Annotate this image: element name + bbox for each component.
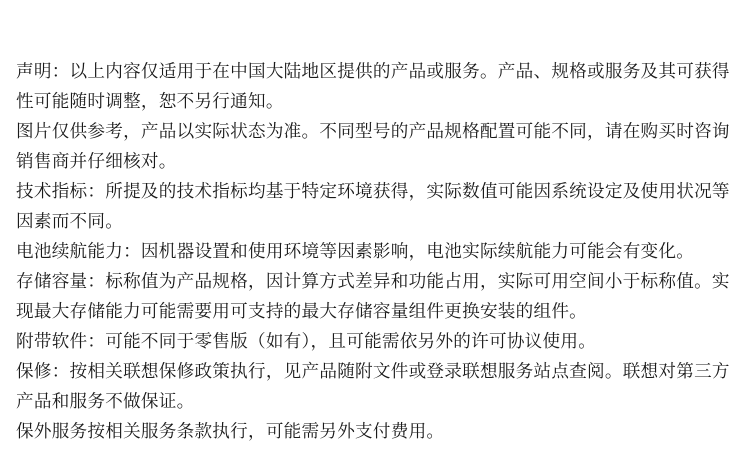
- disclaimer-general: 声明：以上内容仅适用于在中国大陆地区提供的产品或服务。产品、规格或服务及其可获得性可能随时调整，恕不另行通知。: [16, 62, 730, 112]
- disclaimer-images: 图片仅供参考，产品以实际状态为准。不同型号的产品规格配置可能不同，请在购买时咨询销售商并仔细核对。: [16, 122, 730, 172]
- disclaimer-storage: 存储容量：标称值为产品规格，因计算方式差异和功能占用，实际可用空间小于标称值。实现最大存储能力可能需要用可支持的最大存储容量组件更换安装的组件。: [16, 272, 730, 322]
- disclaimer-software: 附带软件：可能不同于零售版（如有），且可能需依另外的许可协议使用。: [16, 332, 597, 352]
- disclaimer-battery: 电池续航能力：因机器设置和使用环境等因素影响，电池实际续航能力可能会有变化。: [16, 242, 695, 262]
- disclaimer-out-of-warranty: 保外服务按相关服务条款执行，可能需另外支付费用。: [16, 422, 445, 442]
- disclaimer-warranty: 保修：按相关联想保修政策执行，见产品随附文件或登录联想服务站点查阅。联想对第三方产品和服务不做保证。: [16, 362, 730, 412]
- disclaimer-tech-specs: 技术指标：所提及的技术指标均基于特定环境获得，实际数值可能因系统设定及使用状况等因素而不同。: [16, 182, 730, 232]
- disclaimer-block: [16, 57, 736, 447]
